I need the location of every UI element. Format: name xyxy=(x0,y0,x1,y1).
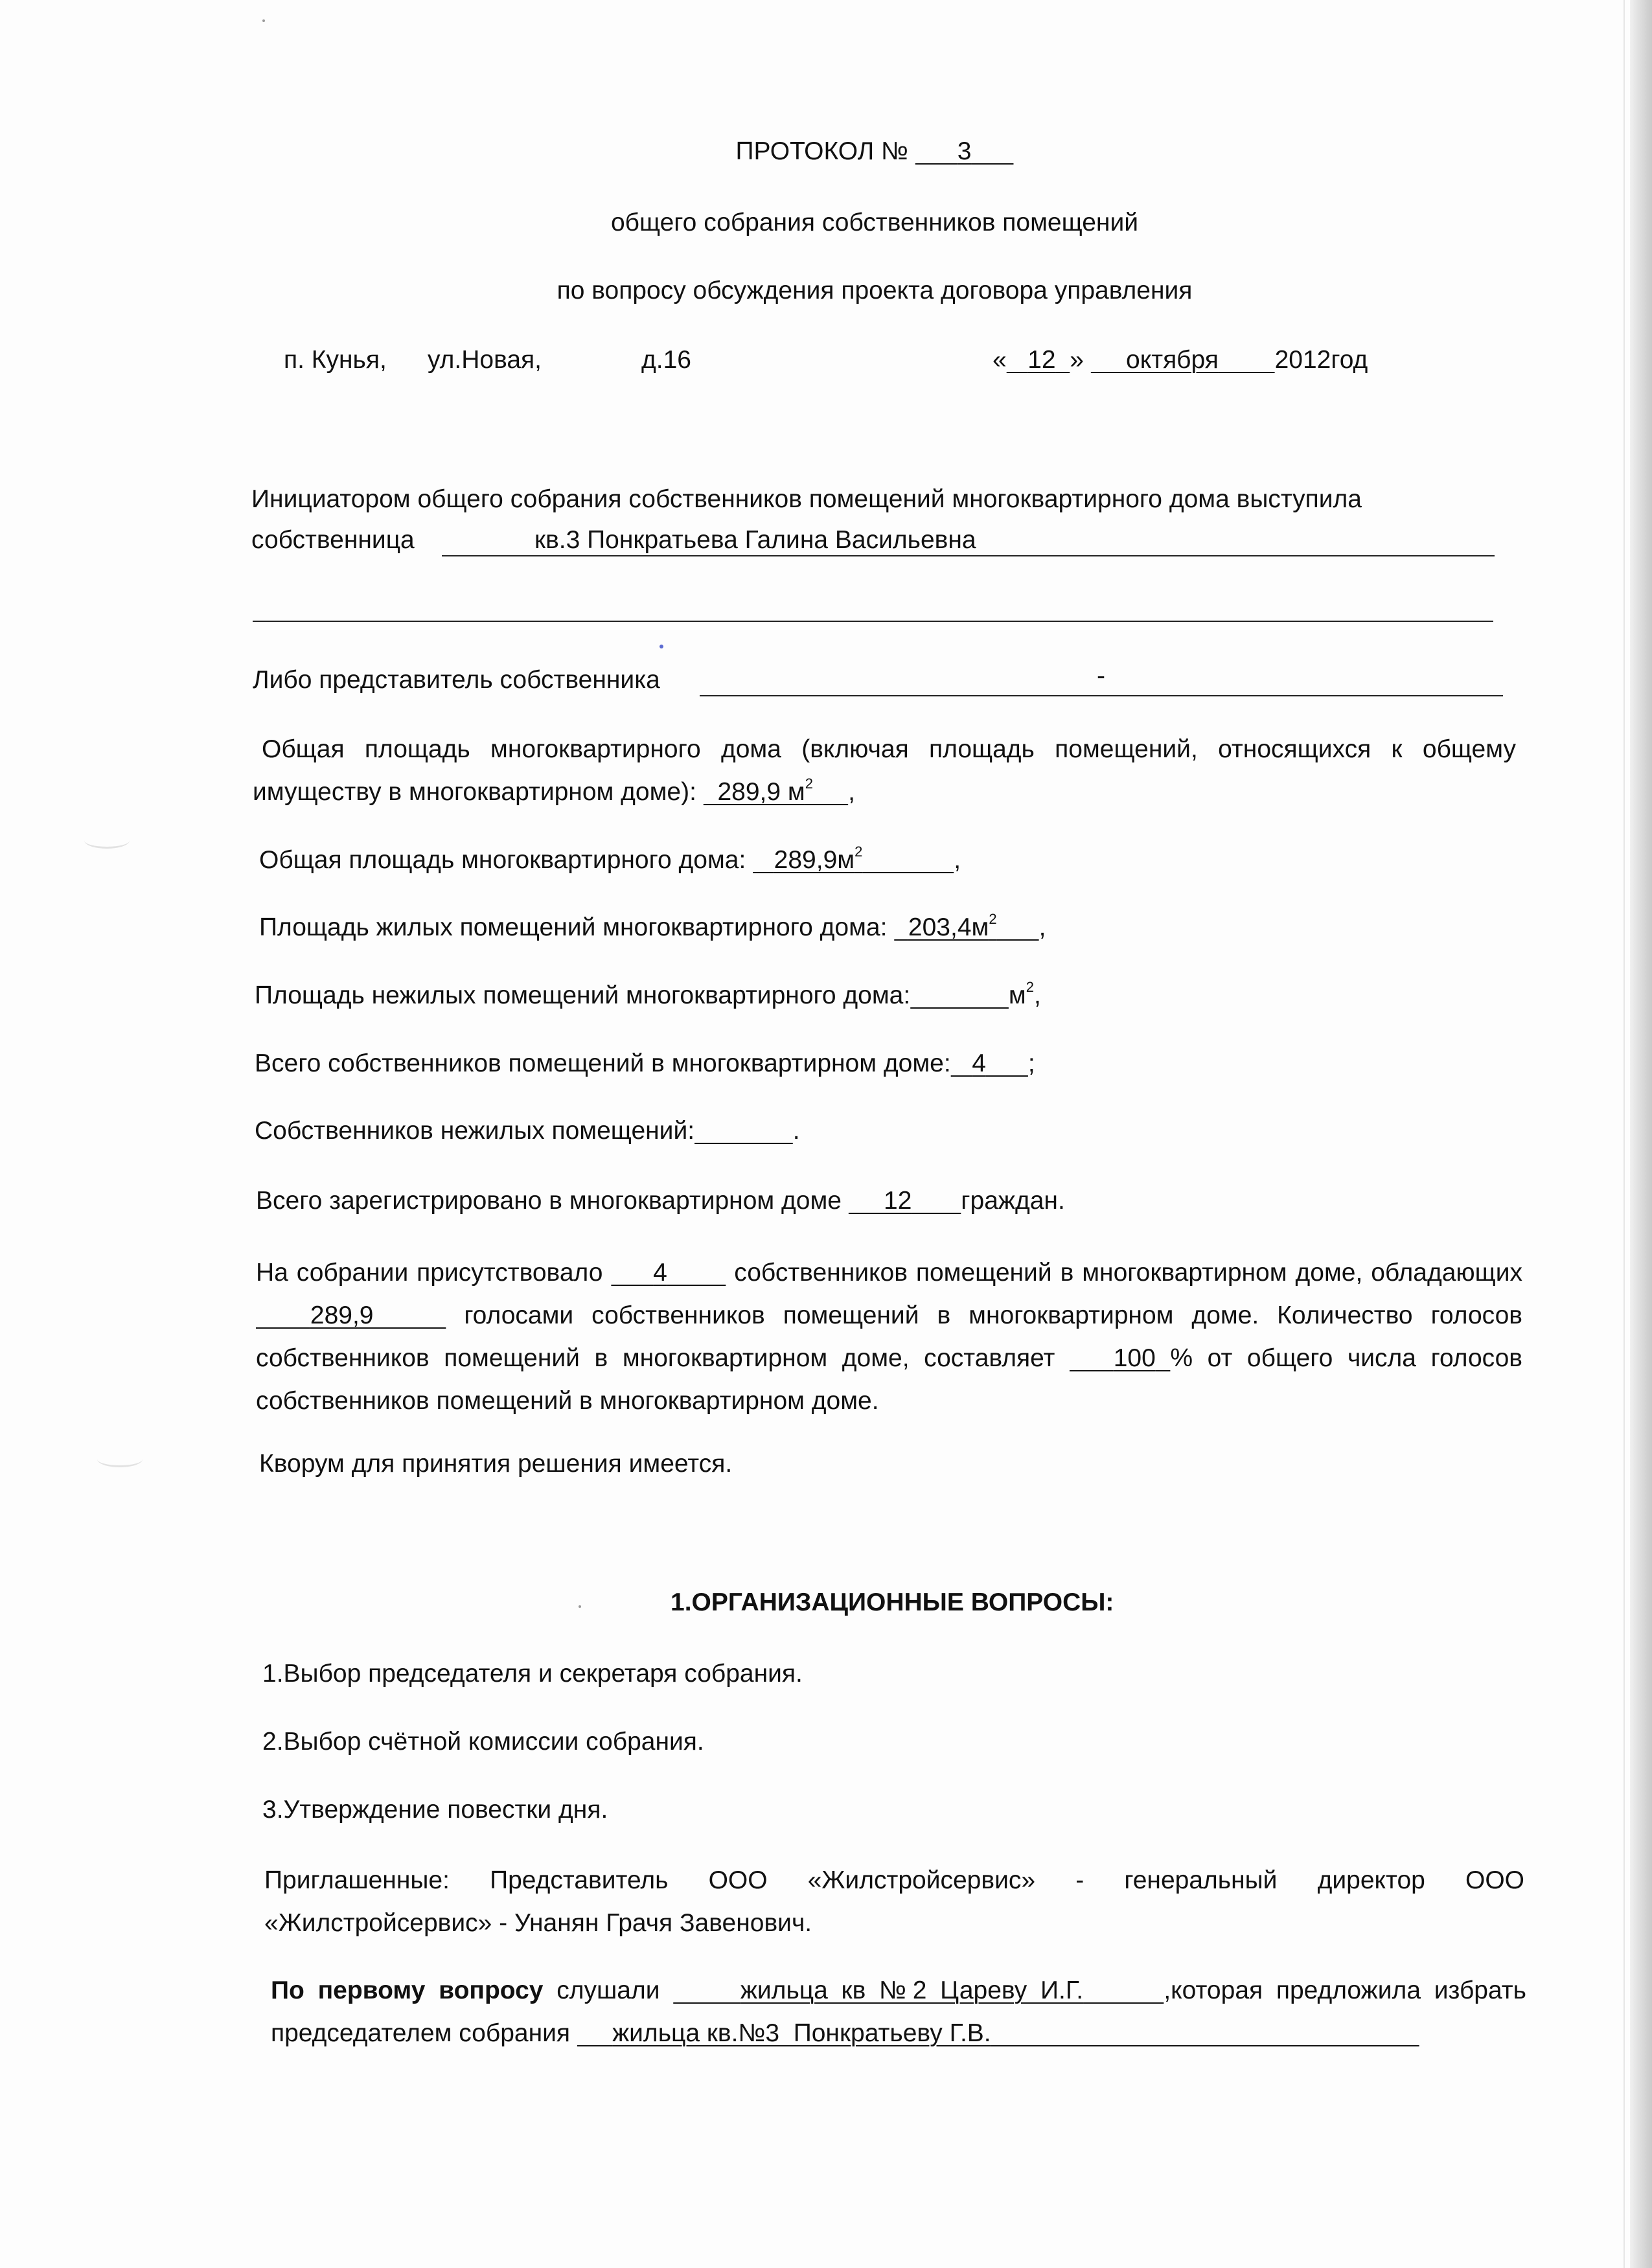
protocol-title xyxy=(0,136,1652,168)
attendance-paragraph: На собрании присутствовало 4 собственников помещений в многоквартирном доме, обладающих 289,9 голосами собственников помещений в многоквартирном доме. Количество голосов собственников помещений в многоквартирном доме, составляет 100 % от общего числа голосов собственников помещений в многоквартирном доме. xyxy=(256,1259,1523,1415)
scan-shadow-line xyxy=(1623,0,1625,2268)
nonresidential-area: Площадь нежилых помещений многоквартирного дома: $м^2$, xyxy=(255,979,1041,1009)
agenda-item: 1.Выбор председателя и секретаря собрания. xyxy=(262,1660,803,1688)
initiator-text: Инициатором общего собрания собственников помещений многоквартирного дома выступила xyxy=(251,485,1362,513)
representative-label: Либо представитель собственника xyxy=(253,666,660,694)
initiator-label: собственница xyxy=(251,526,415,554)
dust-speck xyxy=(262,19,265,22)
initiator-value: кв.3 Понкратьева Галина Васильевна xyxy=(534,526,976,554)
settlement: п. Кунья, xyxy=(284,346,387,374)
dust-speck xyxy=(579,1605,581,1608)
representative-value: - xyxy=(1097,662,1105,690)
agenda-item: 2.Выбор счётной комиссии собрания. xyxy=(262,1728,704,1756)
date-month: октября xyxy=(1126,346,1219,374)
date-day: 12 xyxy=(1027,346,1056,374)
meeting-date: « 12 » октября 2012год xyxy=(992,346,1368,374)
total-area: Общая площадь многоквартирного дома: $289,9м^2$ , xyxy=(259,843,961,874)
house-number: д.16 xyxy=(641,346,691,374)
owners-count: Всего собственников помещений в многоквартирном доме: 4 ; xyxy=(255,1049,1035,1077)
protocol-subtitle-2: по вопросу обсуждения проекта договора управления xyxy=(556,277,1193,304)
residential-area: Площадь жилых помещений многоквартирного дома: $203,4м^2$ , xyxy=(259,911,1046,941)
agenda-item: 3.Утверждение повестки дня. xyxy=(262,1796,608,1824)
first-question-paragraph: По первому вопросу слушали жильца кв №2 Цареву И.Г. ,которая предложила избрать председателем собрания жильца кв.№3 Понкратьеву Г.В. xyxy=(271,1976,1526,2047)
street: ул.Новая, xyxy=(428,346,542,374)
invited-paragraph: Приглашенные: Представитель ООО «Жилстройсервис» - генеральный директор ООО «Жилстройсервис» - Унанян Грачя Завенович. xyxy=(264,1866,1524,1937)
representative-underline xyxy=(700,695,1503,696)
ink-speck xyxy=(660,645,663,648)
date-year: 2012год xyxy=(1274,346,1368,374)
registered-citizens: Всего зарегистрировано в многоквартирном доме 12 граждан. xyxy=(256,1187,1065,1215)
section-heading: 1.ОРГАНИЗАЦИОННЫЕ ВОПРОСЫ: xyxy=(671,1588,1114,1616)
blank-line xyxy=(253,621,1493,622)
quorum-statement: Кворум для принятия решения имеется. xyxy=(259,1450,733,1478)
nonresidential-owners: Собственников нежилых помещений: . xyxy=(255,1117,800,1145)
protocol-number: 3 xyxy=(957,137,972,165)
punch-hole-mark xyxy=(84,832,130,849)
scan-edge xyxy=(1630,0,1652,2268)
total-area-incl: Общая площадь многоквартирного дома (включая площадь помещений, относящихся к общему имуществу в многоквартирном доме): 289,9 $м^2$ , xyxy=(253,735,1516,806)
protocol-subtitle-1: общего собрания собственников помещений xyxy=(610,209,1139,236)
protocol-label: ПРОТОКОЛ № xyxy=(735,137,908,165)
punch-hole-mark xyxy=(97,1451,143,1467)
